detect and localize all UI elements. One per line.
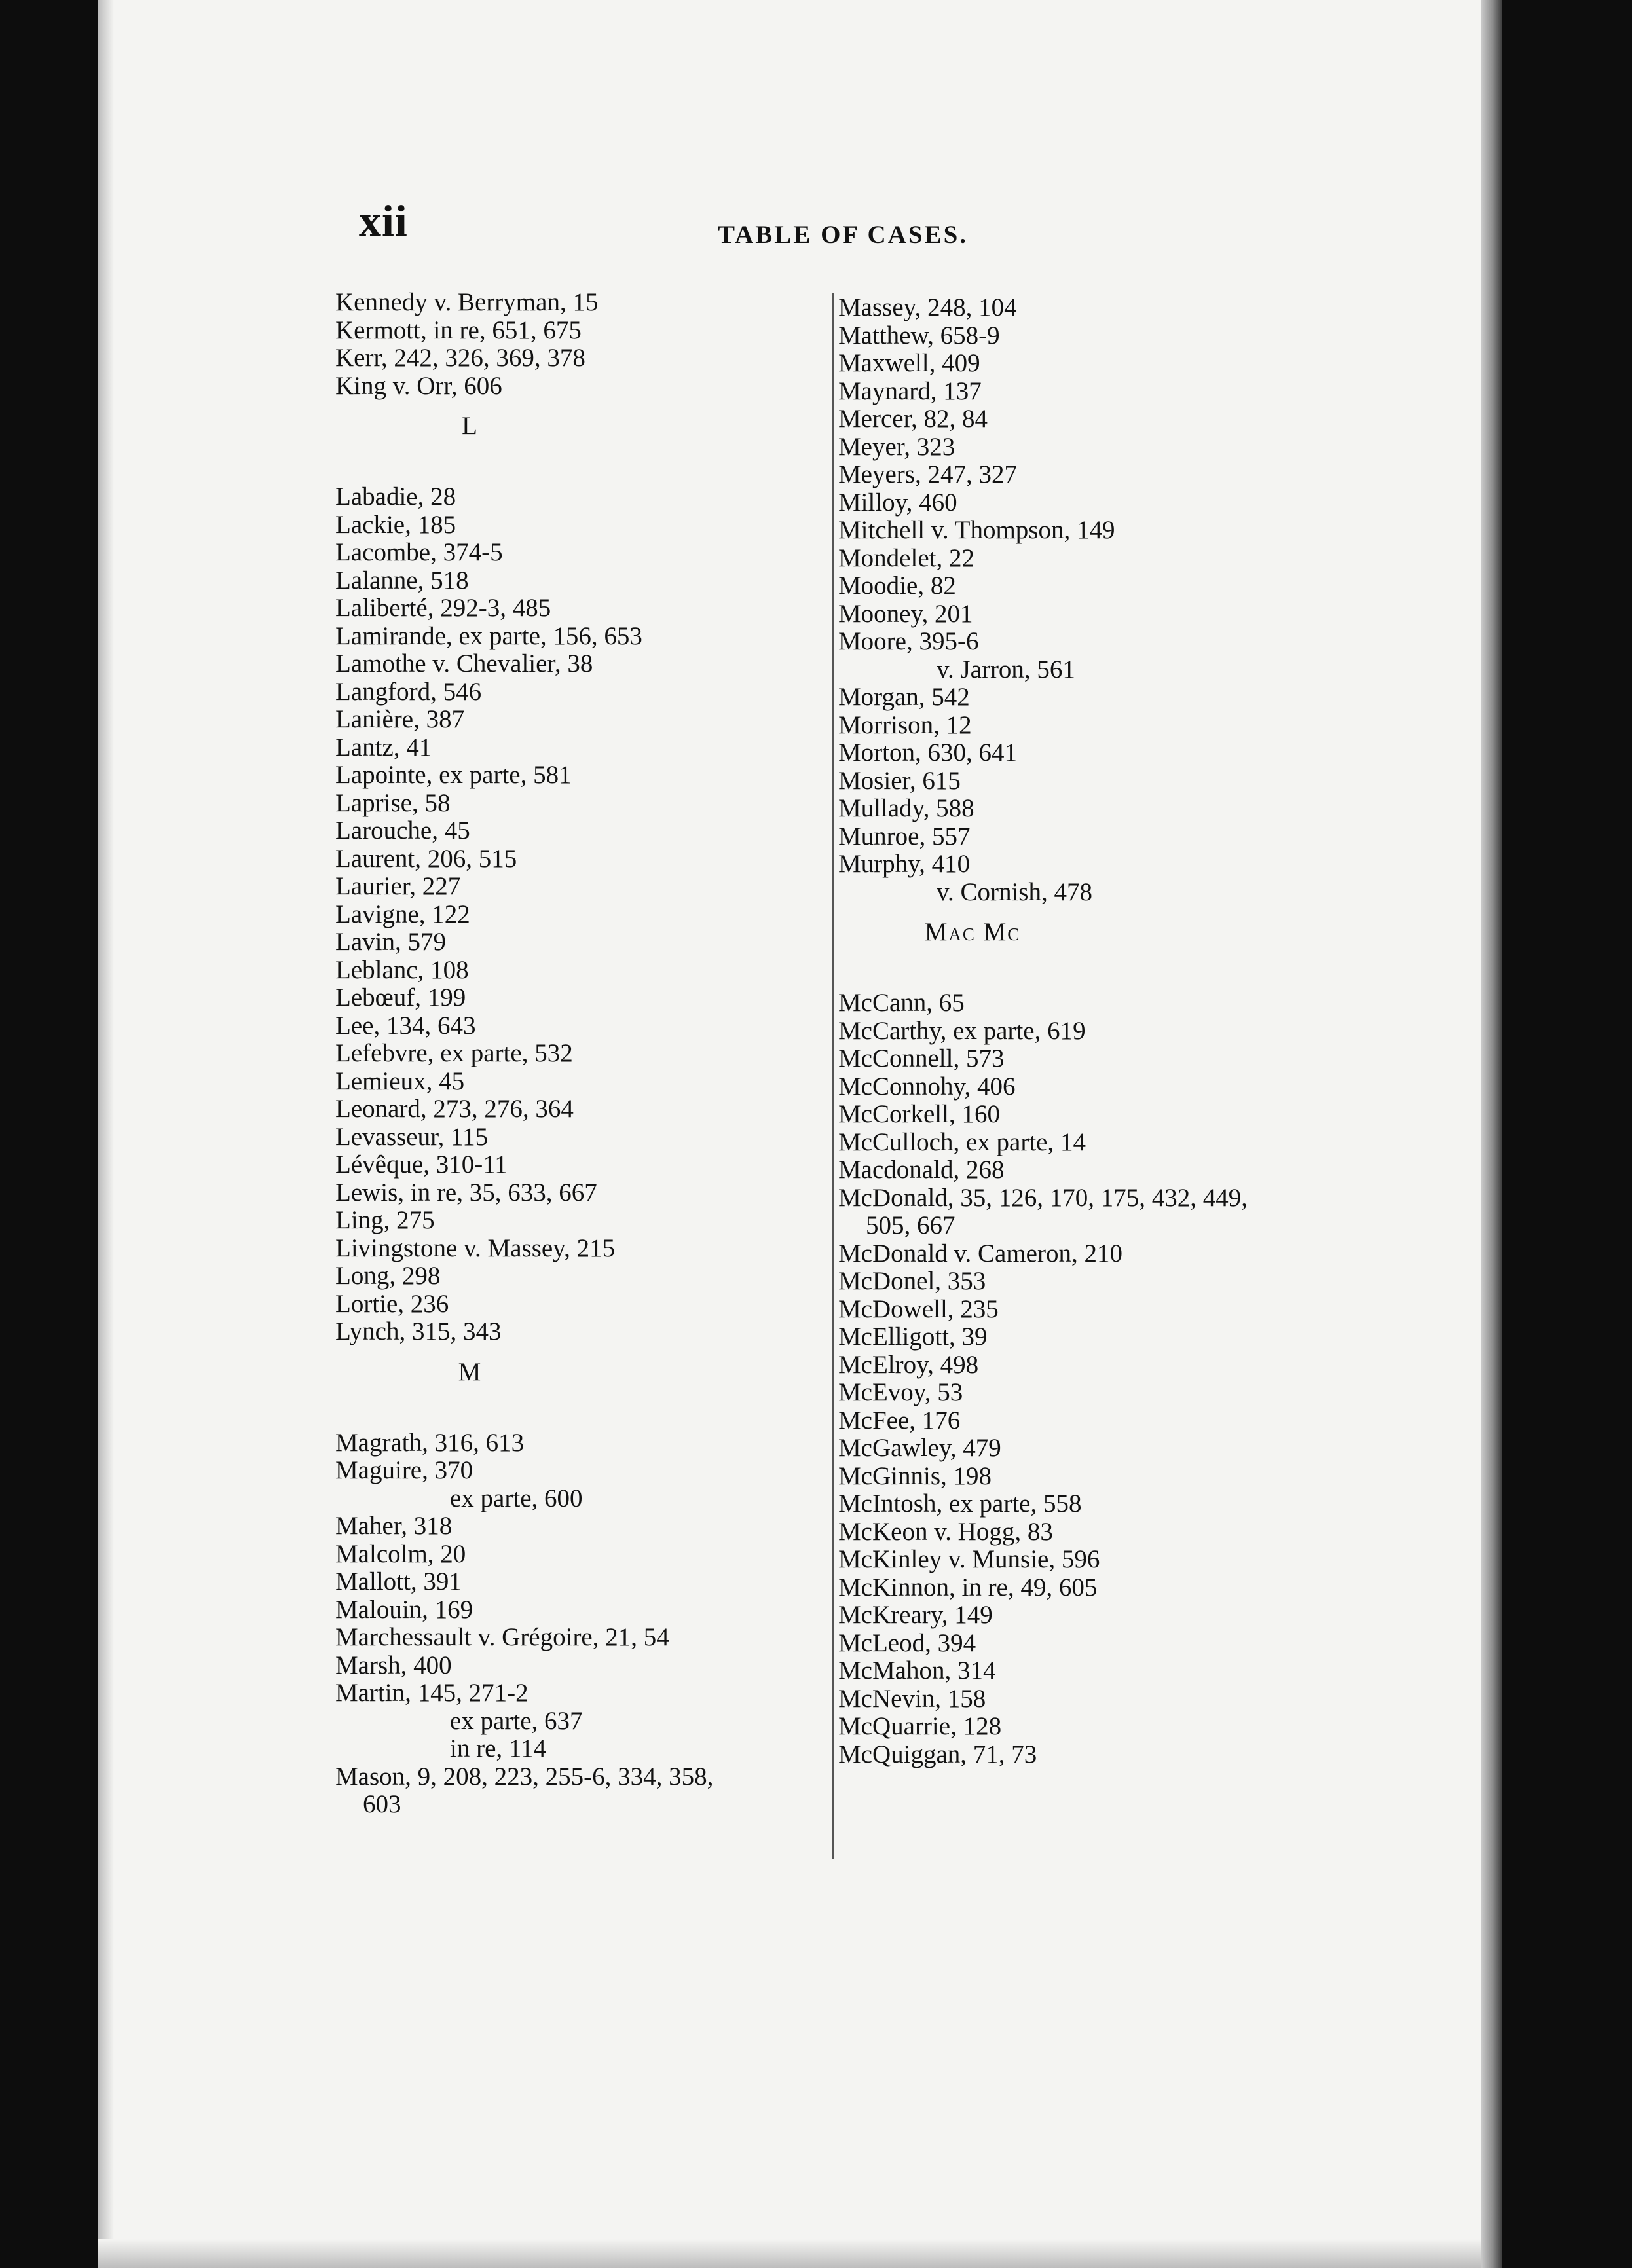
case-entry: McElligott, 39 — [838, 1323, 988, 1351]
case-entry: Lavigne, 122 — [335, 900, 470, 928]
case-entry: Martin, 145, 271-2 — [335, 1679, 529, 1707]
case-entry-continuation: ex parte, 600 — [450, 1484, 583, 1512]
case-entry: Lee, 134, 643 — [335, 1011, 476, 1040]
case-entry: Murphy, 410 — [838, 850, 971, 878]
case-entry: Lamirande, ex parte, 156, 653 — [335, 621, 642, 650]
case-entry: Moore, 395-6 — [838, 627, 979, 655]
case-entry: Laurent, 206, 515 — [335, 844, 517, 873]
case-entry: McKinley v. Munsie, 596 — [838, 1545, 1100, 1573]
case-entry: McElroy, 498 — [838, 1350, 979, 1379]
case-entry: Levasseur, 115 — [335, 1122, 489, 1151]
case-entry: McCann, 65 — [838, 989, 965, 1017]
case-entry: Maguire, 370 — [335, 1456, 473, 1484]
case-entry: Morgan, 542 — [838, 683, 970, 711]
case-entry: Leonard, 273, 276, 364 — [335, 1095, 574, 1123]
case-entry: Lemieux, 45 — [335, 1067, 465, 1095]
case-entry: McCarthy, ex parte, 619 — [838, 1016, 1086, 1045]
page-number: xii — [359, 196, 408, 246]
case-entry: Kermott, in re, 651, 675 — [335, 316, 582, 344]
case-entry-continuation: v. Cornish, 478 — [937, 877, 1092, 906]
case-entry: Lamothe v. Chevalier, 38 — [335, 649, 593, 678]
case-entry: Laurier, 227 — [335, 872, 461, 900]
case-entry: McConnell, 573 — [838, 1044, 1005, 1072]
case-entry: Munroe, 557 — [838, 822, 971, 850]
case-entry: McIntosh, ex parte, 558 — [838, 1490, 1082, 1518]
case-entry: Lefebvre, ex parte, 532 — [335, 1039, 573, 1067]
case-entry: Mooney, 201 — [838, 599, 973, 628]
case-entry: Marsh, 400 — [335, 1651, 452, 1679]
case-entry: Milloy, 460 — [838, 488, 957, 517]
case-entry: King v. Orr, 606 — [335, 371, 502, 400]
case-entry: McQuarrie, 128 — [838, 1712, 1002, 1740]
case-entry: Lévêque, 310-11 — [335, 1150, 508, 1179]
case-entry: Meyers, 247, 327 — [838, 460, 1017, 488]
case-entry: Leblanc, 108 — [335, 955, 469, 984]
index-column-left — [335, 289, 833, 1819]
case-entry: Lantz, 41 — [335, 733, 432, 761]
case-entry: Langford, 546 — [335, 677, 482, 706]
binding-shadow — [98, 0, 114, 2268]
case-entry: McGawley, 479 — [838, 1434, 1001, 1462]
case-entry: Maher, 318 — [335, 1512, 453, 1540]
page-edge-shadow — [1481, 0, 1502, 2268]
case-entry: Livingstone v. Massey, 215 — [335, 1234, 616, 1262]
case-entry: Kerr, 242, 326, 369, 378 — [335, 344, 585, 372]
section-heading: M — [458, 1357, 481, 1386]
case-entry: McMahon, 314 — [838, 1656, 996, 1685]
case-entry: Mason, 9, 208, 223, 255-6, 334, 358, — [335, 1762, 714, 1791]
case-entry: Lackie, 185 — [335, 510, 456, 539]
case-entry: Lapointe, ex parte, 581 — [335, 761, 572, 789]
case-entry: McGinnis, 198 — [838, 1461, 992, 1490]
case-entry: Lacombe, 374-5 — [335, 538, 503, 566]
case-entry: Mitchell v. Thompson, 149 — [838, 516, 1115, 544]
page-bottom-shadow — [98, 2239, 1481, 2268]
case-entry: Malouin, 169 — [335, 1595, 473, 1624]
case-entry: Magrath, 316, 613 — [335, 1428, 525, 1457]
section-heading: L — [462, 412, 477, 440]
case-entry: McCulloch, ex parte, 14 — [838, 1127, 1086, 1156]
case-entry: McQuiggan, 71, 73 — [838, 1740, 1037, 1768]
case-entry: Maxwell, 409 — [838, 349, 980, 377]
case-entry: Malcolm, 20 — [335, 1539, 466, 1568]
case-entry: McKeon v. Hogg, 83 — [838, 1517, 1053, 1546]
case-entry: Lanière, 387 — [335, 705, 465, 733]
case-entry-continuation: 603 — [363, 1790, 401, 1818]
case-entry: Massey, 248, 104 — [838, 293, 1017, 321]
case-entry-continuation: in re, 114 — [450, 1734, 546, 1763]
case-entry: Laprise, 58 — [335, 788, 451, 817]
case-entry: Meyer, 323 — [838, 432, 955, 461]
case-entry: Mullady, 588 — [838, 794, 974, 822]
case-entry: McDowell, 235 — [838, 1294, 999, 1323]
case-entry: Ling, 275 — [335, 1206, 435, 1234]
case-entry: Long, 298 — [335, 1262, 441, 1290]
case-entry: McCorkell, 160 — [838, 1100, 1000, 1128]
running-head-title: TABLE OF CASES. — [718, 221, 969, 249]
case-entry: McDonald v. Cameron, 210 — [838, 1239, 1122, 1268]
case-entry: McNevin, 158 — [838, 1684, 986, 1713]
section-heading: Mac Mc — [924, 918, 1021, 946]
case-entry: Lavin, 579 — [335, 928, 446, 956]
case-entry: Mallott, 391 — [335, 1567, 462, 1596]
case-entry: Marchessault v. Grégoire, 21, 54 — [335, 1623, 669, 1651]
case-entry: Mondelet, 22 — [838, 543, 974, 572]
case-entry: Moodie, 82 — [838, 572, 956, 600]
case-entry: McEvoy, 53 — [838, 1378, 963, 1406]
case-entry: McKinnon, in re, 49, 605 — [838, 1573, 1098, 1601]
case-entry: McDonel, 353 — [838, 1267, 986, 1295]
case-entry-continuation: v. Jarron, 561 — [937, 655, 1075, 684]
case-entry: Morton, 630, 641 — [838, 739, 1017, 767]
case-entry: Maynard, 137 — [838, 376, 982, 405]
case-entry: McFee, 176 — [838, 1406, 961, 1435]
case-entry: Morrison, 12 — [838, 710, 972, 739]
case-entry: Mercer, 82, 84 — [838, 405, 988, 433]
case-entry: Lewis, in re, 35, 633, 667 — [335, 1178, 597, 1207]
case-entry: Macdonald, 268 — [838, 1156, 1005, 1184]
case-entry-continuation: 505, 667 — [866, 1211, 955, 1239]
case-entry: Mosier, 615 — [838, 766, 961, 795]
case-entry: Lebœuf, 199 — [335, 983, 466, 1012]
case-entry: McKreary, 149 — [838, 1601, 993, 1629]
case-entry: Laliberté, 292-3, 485 — [335, 594, 551, 622]
case-entry: Lynch, 315, 343 — [335, 1317, 502, 1345]
case-entry: McDonald, 35, 126, 170, 175, 432, 449, — [838, 1183, 1248, 1212]
case-entry: Lalanne, 518 — [335, 566, 469, 594]
case-entry: McConnohy, 406 — [838, 1072, 1016, 1101]
case-entry: Larouche, 45 — [335, 816, 470, 845]
case-entry: McLeod, 394 — [838, 1628, 976, 1657]
case-entry: Labadie, 28 — [335, 483, 456, 511]
index-column-right — [838, 294, 1336, 1768]
case-entry-continuation: ex parte, 637 — [450, 1706, 583, 1735]
case-entry: Lortie, 236 — [335, 1289, 449, 1318]
case-entry: Matthew, 658-9 — [838, 321, 1000, 350]
case-entry: Kennedy v. Berryman, 15 — [335, 288, 599, 316]
